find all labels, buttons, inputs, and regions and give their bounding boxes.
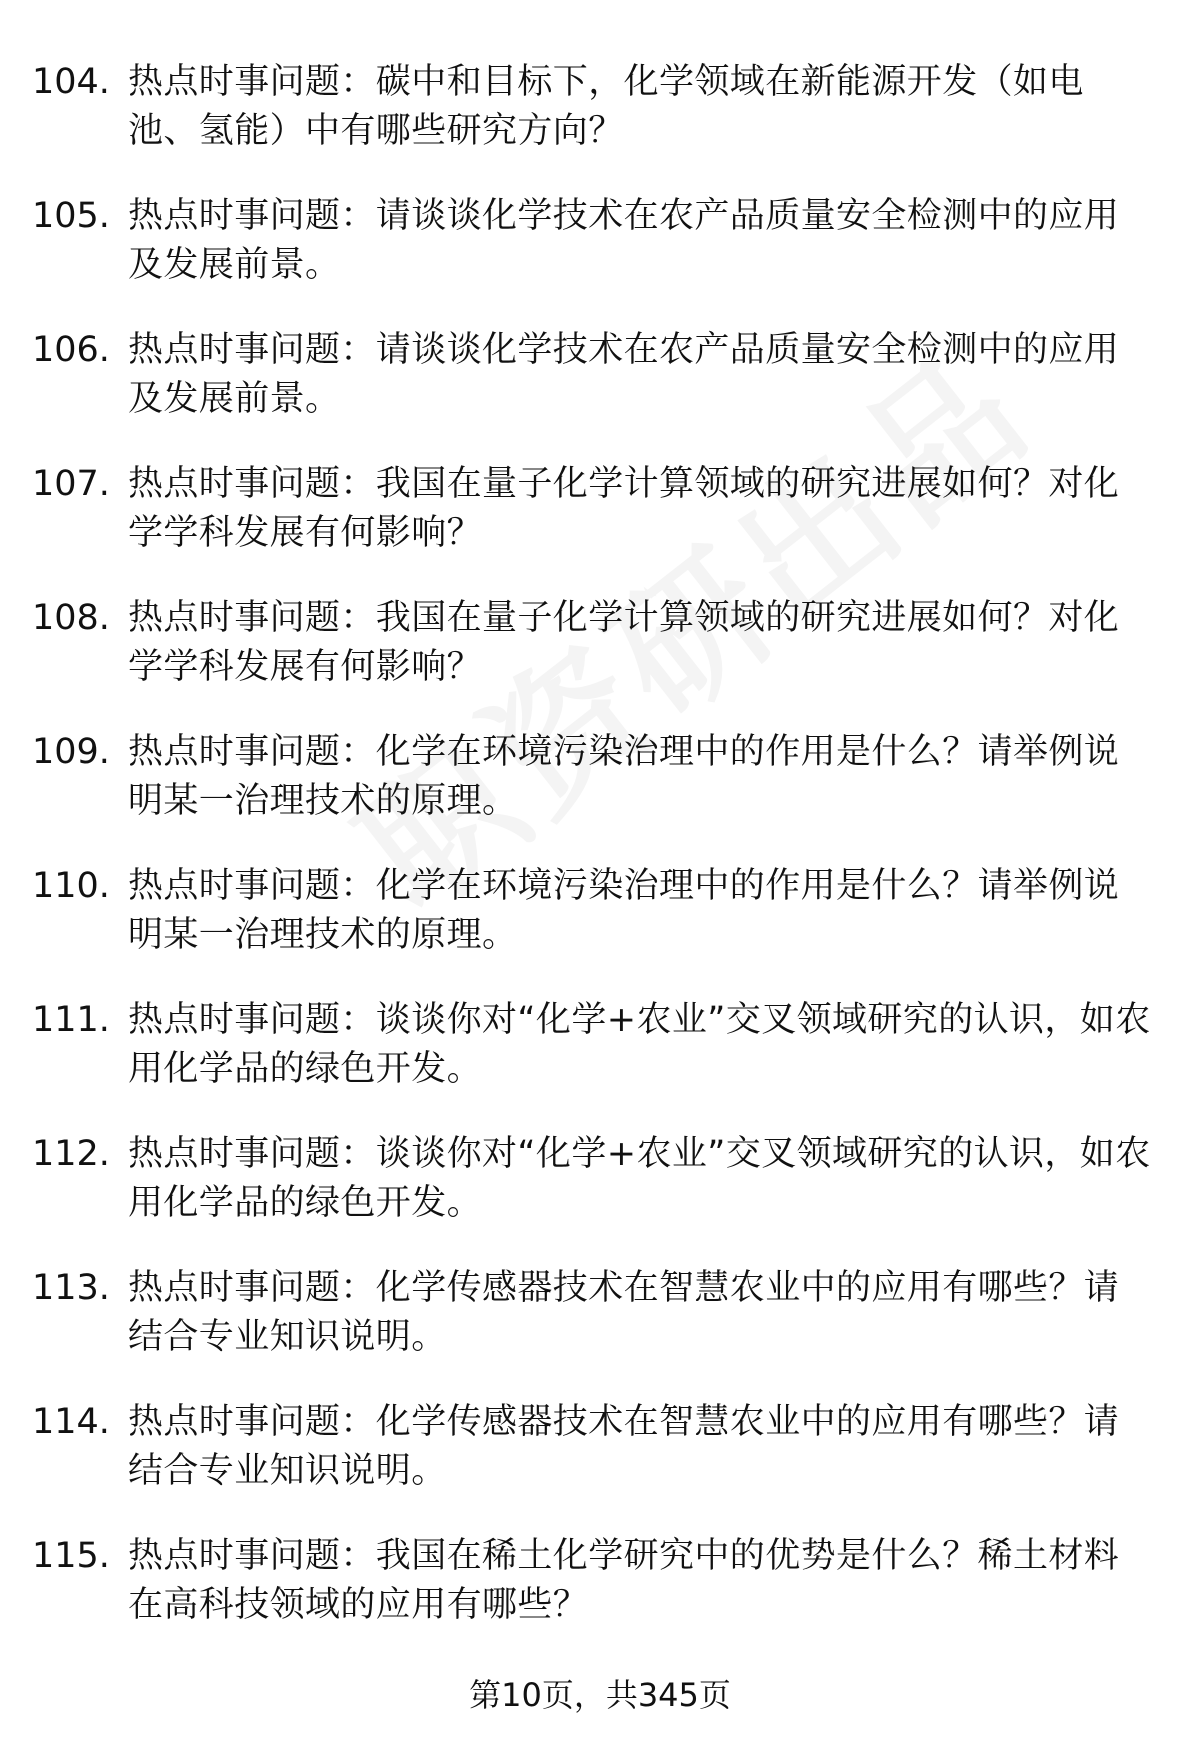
question-text: 热点时事问题：我国在量子化学计算领域的研究进展如何？对化学学科发展有何影响？ [128, 464, 1120, 553]
question-number: 111. [32, 1000, 110, 1040]
question-number: 113. [32, 1268, 110, 1308]
question-text: 热点时事问题：请谈谈化学技术在农产品质量安全检测中的应用及发展前景。 [128, 196, 1120, 285]
question-number: 115. [32, 1536, 110, 1576]
question-item-110 [32, 862, 1152, 960]
question-list [32, 58, 1152, 1666]
question-item-106 [32, 326, 1152, 424]
question-number: 114. [32, 1402, 110, 1442]
question-item-105 [32, 192, 1152, 290]
question-number: 112. [32, 1134, 110, 1174]
question-item-112 [32, 1130, 1152, 1228]
page-footer [0, 1675, 1200, 1715]
question-number: 105. [32, 196, 110, 236]
question-number: 104. [32, 62, 110, 102]
question-item-107 [32, 460, 1152, 558]
question-text: 热点时事问题：谈谈你对“化学+农业”交叉领域研究的认识，如农用化学品的绿色开发。 [128, 1000, 1151, 1089]
page-number-label: 第10页，共345页 [469, 1676, 731, 1714]
question-text: 热点时事问题：我国在量子化学计算领域的研究进展如何？对化学学科发展有何影响？ [128, 598, 1120, 687]
question-text: 热点时事问题：化学传感器技术在智慧农业中的应用有哪些？请结合专业知识说明。 [128, 1402, 1120, 1491]
question-text: 热点时事问题：碳中和目标下，化学领域在新能源开发（如电池、氢能）中有哪些研究方向？ [128, 62, 1084, 151]
question-text: 热点时事问题：化学在环境污染治理中的作用是什么？请举例说明某一治理技术的原理。 [128, 866, 1120, 955]
question-number: 110. [32, 866, 110, 906]
question-item-113 [32, 1264, 1152, 1362]
question-number: 108. [32, 598, 110, 638]
question-text: 热点时事问题：化学传感器技术在智慧农业中的应用有哪些？请结合专业知识说明。 [128, 1268, 1120, 1357]
question-text: 热点时事问题：化学在环境污染治理中的作用是什么？请举例说明某一治理技术的原理。 [128, 732, 1120, 821]
question-text: 热点时事问题：请谈谈化学技术在农产品质量安全检测中的应用及发展前景。 [128, 330, 1120, 419]
question-item-104 [32, 58, 1152, 156]
question-text: 热点时事问题：我国在稀土化学研究中的优势是什么？稀土材料在高科技领域的应用有哪些？ [128, 1536, 1120, 1625]
question-item-114 [32, 1398, 1152, 1496]
question-number: 109. [32, 732, 110, 772]
question-text: 热点时事问题：谈谈你对“化学+农业”交叉领域研究的认识，如农用化学品的绿色开发。 [128, 1134, 1151, 1223]
question-item-109 [32, 728, 1152, 826]
question-item-115 [32, 1532, 1152, 1630]
question-number: 107. [32, 464, 110, 504]
question-item-108 [32, 594, 1152, 692]
question-number: 106. [32, 330, 110, 370]
question-item-111 [32, 996, 1152, 1094]
